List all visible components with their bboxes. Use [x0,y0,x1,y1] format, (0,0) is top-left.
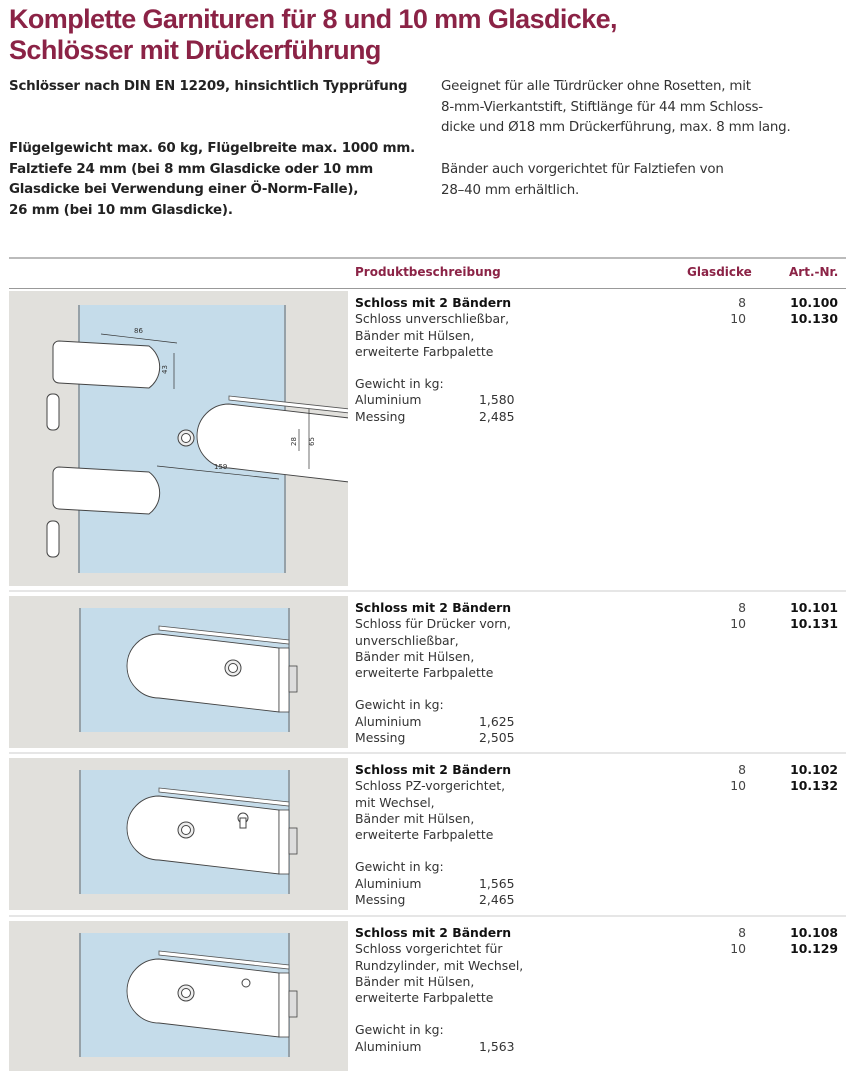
art-number: 10.101 [790,600,838,615]
text-line: Flügelgewicht max. 60 kg, Flügelbreite max. 1000 mm. [9,141,416,156]
glass-thickness [730,600,746,633]
product-detail: Schloss PZ-vorgerichtet, [355,778,506,794]
glass-value: 10 [730,941,746,957]
intro-standard: Schlösser nach DIN EN 12209, hinsichtlich Typprüfung [9,79,408,94]
text-line: 8-mm-Vierkantstift, Stiftlänge für 44 mm Schloss- [441,99,763,115]
product-detail: unverschließbar, [355,632,459,648]
article-number [790,762,838,795]
text-line: Glasdicke bei Verwendung einer Ö-Norm-Falle), [9,182,359,197]
product-detail: Schloss für Drücker vorn, [355,616,511,632]
product-detail: Bänder mit Hülsen, [355,327,475,343]
hinge-sleeve [47,394,59,430]
product-detail: Schloss vorgerichtet für [355,941,503,957]
material: Aluminium [355,875,422,891]
title-line: Komplette Garnituren für 8 und 10 mm Glasdicke, [9,4,617,34]
product-name: Schloss mit 2 Bändern [355,295,512,310]
art-number: 10.130 [790,311,838,327]
weight-value: 2,465 [479,892,515,908]
weight-row [355,892,514,908]
weight-label: Gewicht in kg: [355,859,444,875]
text-line: Bänder auch vorgerichtet für Falztiefen von [441,162,724,177]
text-line: 26 mm (bei 10 mm Glasdicke). [9,202,233,218]
intro-suitability [441,77,791,139]
art-number: 10.108 [790,925,838,940]
product-detail: Bänder mit Hülsen, [355,810,475,826]
glass-thickness [730,925,746,958]
product-drawing [9,921,348,1071]
weight-row [355,876,514,892]
material: Messing [355,408,406,424]
product-detail: Schloss unverschließbar, [355,311,510,327]
weight-label: Gewicht in kg: [355,1022,444,1038]
product-name: Schloss mit 2 Bändern [355,600,512,615]
text-line: Geeignet für alle Türdrücker ohne Rosetten, mit [441,79,751,94]
glass-value: 8 [738,295,746,310]
weight-value: 2,505 [479,730,515,746]
weight-row [355,714,514,730]
product-drawing [9,596,348,748]
product-detail: Bänder mit Hülsen, [355,648,475,664]
product-description [355,295,514,425]
glass-value: 10 [730,311,746,327]
weight-row [355,730,514,746]
row-divider [9,752,846,754]
weight-value: 1,565 [479,875,515,891]
table-row [9,596,846,748]
product-detail: erweiterte Farbpalette [355,343,494,359]
text-line: dicke und Ø18 mm Drückerführung, max. 8 mm lang. [441,120,791,135]
glass-thickness [730,295,746,328]
weight-row [355,409,514,425]
intro-hinges [441,160,724,201]
material: Aluminium [355,392,422,408]
dimension-label: 65 [308,437,316,446]
material: Aluminium [355,713,422,729]
glass-thickness [730,762,746,795]
header-art: Art.-Nr. [789,265,839,279]
article-number [790,600,838,633]
product-name: Schloss mit 2 Bändern [355,925,512,940]
product-description [355,600,514,746]
product-drawing [9,758,348,910]
weight-value: 1,580 [479,392,515,408]
art-number: 10.100 [790,295,838,310]
product-description [355,925,523,1055]
table-top-rule [9,257,846,259]
product-description [355,762,514,908]
page-title [9,4,617,66]
dimension-label: 43 [161,365,169,374]
cylinder-hole-icon [242,979,250,987]
weight-row [355,392,514,408]
table-row [9,921,846,1071]
weight-label: Gewicht in kg: [355,697,444,713]
material: Messing [355,730,406,746]
hinge-lower [53,467,160,514]
product-detail: erweiterte Farbpalette [355,665,494,681]
glass-value: 8 [738,925,746,940]
product-drawing [9,291,348,586]
art-number: 10.131 [790,616,838,632]
weight-row [355,1039,523,1055]
product-name: Schloss mit 2 Bändern [355,762,512,777]
product-detail: erweiterte Farbpalette [355,990,494,1006]
text-line: 28–40 mm erhältlich. [441,182,580,198]
table-row [9,291,846,586]
header-description: Produktbeschreibung [355,265,501,279]
glass-value: 10 [730,616,746,632]
product-detail: Bänder mit Hülsen, [355,973,475,989]
dimension-label: 28 [290,437,298,446]
article-number [790,925,838,958]
dimension-label: 86 [134,327,143,335]
text-line: Falztiefe 24 mm (bei 8 mm Glasdicke oder 10 mm [9,161,373,177]
header-rule [9,288,846,289]
weight-value: 1,563 [479,1038,515,1054]
hinge-upper [53,341,160,388]
intro-specs [9,139,415,221]
header-glass: Glasdicke [687,265,752,279]
art-number: 10.129 [790,941,838,957]
weight-label: Gewicht in kg: [355,376,444,392]
material: Messing [355,892,406,908]
weight-value: 2,485 [479,408,515,424]
title-line: Schlösser mit Drückerführung [9,35,381,65]
glass-value: 10 [730,778,746,794]
product-detail: erweiterte Farbpalette [355,827,494,843]
material: Aluminium [355,1038,422,1054]
table-row [9,758,846,910]
glass-value: 8 [738,762,746,777]
row-divider [9,590,846,592]
product-detail: Rundzylinder, mit Wechsel, [355,957,524,973]
weight-value: 1,625 [479,713,515,729]
hinge-sleeve [47,521,59,557]
product-detail: mit Wechsel, [355,794,435,810]
art-number: 10.102 [790,762,838,777]
glass-value: 8 [738,600,746,615]
article-number [790,295,838,328]
art-number: 10.132 [790,778,838,794]
dimension-label: 159 [214,463,228,471]
row-divider [9,915,846,917]
